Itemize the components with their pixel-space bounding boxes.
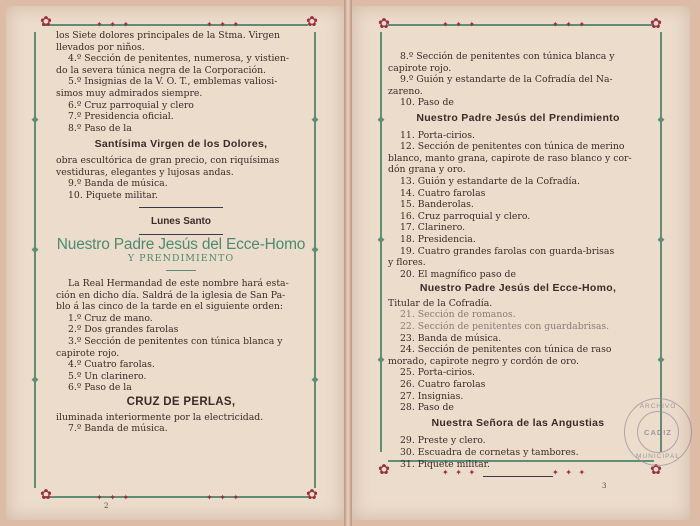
frame-top <box>388 24 654 26</box>
text-line: La Real Hermandad de este nombre hará esta- <box>68 278 289 290</box>
text-line: 27. Insignias. <box>400 390 464 402</box>
bottom-ornament: ✦ ✦ ✦ <box>442 468 478 477</box>
text-line: 17. Clarinero. <box>400 222 466 234</box>
side-ornament: ◆ <box>657 355 665 365</box>
flower-ornament: ✿ <box>40 14 52 30</box>
divider <box>483 476 553 477</box>
text-line: 10. Paso de <box>400 97 454 109</box>
text-line: blanco, manto grana, capirote de raso blanco y cor- <box>388 152 632 164</box>
frame-bottom <box>42 496 308 498</box>
text-line: simos muy admirados siempre. <box>56 87 203 99</box>
virgen-title: Santísima Virgen de los Dolores, <box>94 138 268 151</box>
bottom-ornament: ✦ ✦ ✦ <box>206 493 242 502</box>
text-line: 5.º Insignias de la V. O. T., emblemas valiosi- <box>68 76 278 88</box>
text-line: 21. Sección de romanos. <box>400 309 516 321</box>
text-line: capirote rojo. <box>56 347 120 359</box>
text-line: 26. Cuatro farolas <box>400 379 486 391</box>
side-ornament: ◆ <box>31 115 39 125</box>
left-page <box>6 6 344 520</box>
angustias-title: Nuestra Señora de las Angustias <box>431 416 605 429</box>
text-line: 19. Cuatro grandes farolas con guarda-brisas <box>400 245 615 257</box>
text-line: 5.º Un clarinero. <box>68 370 147 382</box>
flower-ornament: ✿ <box>378 16 390 32</box>
text-line: 12. Sección de penitentes con túnica de merino <box>400 141 625 153</box>
text-line: 29. Preste y clero. <box>400 435 486 447</box>
flower-ornament: ✿ <box>306 14 318 30</box>
bottom-ornament: ✦ ✦ ✦ <box>552 468 588 477</box>
text-line: capirote rojo. <box>388 62 452 74</box>
cruz-title: CRUZ DE PERLAS, <box>126 396 236 409</box>
text-line: 25. Porta-cirios. <box>400 367 476 379</box>
side-ornament: ◆ <box>377 235 385 245</box>
top-ornament: ✦ ✦ ✦ <box>206 20 242 29</box>
right-page-text <box>388 51 648 481</box>
side-ornament: ◆ <box>657 235 665 245</box>
frame-right <box>314 32 316 488</box>
text-line: 20. El magnífico paso de <box>400 268 516 280</box>
text-line: 28. Paso de <box>400 402 454 414</box>
frame-left <box>34 32 36 488</box>
divider <box>139 207 223 208</box>
text-line: 22. Sección de penitentes con guardabrisas. <box>400 321 610 333</box>
side-ornament: ◆ <box>31 375 39 385</box>
text-line: 9.º Banda de música. <box>68 178 168 190</box>
text-line: 3.º Sección de penitentes con túnica blanca y <box>68 336 283 348</box>
side-ornament: ◆ <box>311 245 319 255</box>
text-line: 30. Escuadra de cornetas y tambores. <box>400 447 579 458</box>
text-line: 13. Guión y estandarte de la Cofradía. <box>400 175 580 187</box>
text-line: 8.º Sección de penitentes con túnica blanca y <box>400 51 615 62</box>
divider <box>139 234 223 235</box>
side-ornament: ◆ <box>377 115 385 125</box>
frame-top <box>42 24 308 26</box>
text-line: ción en dicho día. Saldrá de la iglesia de San Pa- <box>56 289 286 301</box>
side-ornament: ◆ <box>311 375 319 385</box>
text-line: 18. Presidencia. <box>400 233 476 245</box>
top-ornament: ✦ ✦ ✦ <box>96 20 132 29</box>
text-line: 9.º Guión y estandarte de la Cofradía del Na- <box>400 74 613 86</box>
archive-stamp <box>624 398 692 466</box>
section-title: Lunes Santo <box>150 216 211 228</box>
text-line: 7.º Banda de música. <box>68 423 168 435</box>
text-line: llevados por niños. <box>56 41 145 53</box>
text-line: 23. Banda de música. <box>400 332 502 344</box>
text-line: 2.º Dos grandes farolas <box>68 324 179 336</box>
text-line: 8.º Paso de la <box>68 122 132 134</box>
text-line: 1.º Cruz de mano. <box>68 312 153 324</box>
text-line: 15. Banderolas. <box>400 199 474 211</box>
prendimiento-subtitle: Y PRENDIMIENTO <box>127 252 235 264</box>
top-ornament: ✦ ✦ ✦ <box>442 20 478 29</box>
side-ornament: ◆ <box>377 355 385 365</box>
flower-ornament: ✿ <box>306 487 318 503</box>
text-line: dón grana y oro. <box>388 164 466 176</box>
text-line: 31. Piquete militar. <box>400 458 490 470</box>
divider <box>166 270 196 271</box>
stamp-bottom-text: MUNICIPAL <box>636 453 680 460</box>
text-line: iluminada interiormente por la electricidad. <box>56 411 264 423</box>
text-line: 6.º Paso de la <box>68 382 132 394</box>
text-line: morado, capirote negro y cordón de oro. <box>388 355 579 367</box>
left-page-text <box>56 30 306 435</box>
side-ornament: ◆ <box>311 115 319 125</box>
side-ornament: ◆ <box>31 245 39 255</box>
text-line: zareno. <box>388 85 423 97</box>
side-ornament: ◆ <box>657 115 665 125</box>
text-line: 16. Cruz parroquial y clero. <box>400 210 531 222</box>
text-line: blo á las cinco de la tarde en el siguiente orden: <box>56 301 283 313</box>
text-line: obra escultórica de gran precio, con riquísimas <box>56 154 280 166</box>
stamp-top-text: ARCHIVO <box>639 403 677 410</box>
top-ornament: ✦ ✦ ✦ <box>552 20 588 29</box>
text-line: 6.º Cruz parroquial y clero <box>68 99 194 111</box>
text-line: 4.º Cuatro farolas. <box>68 359 155 371</box>
text-line: 4.º Sección de penitentes, numerosa, y vistien- <box>68 53 290 65</box>
text-line: do la severa túnica negra de la Corporación. <box>56 64 267 76</box>
prendimiento-title: Nuestro Padre Jesús del Prendimiento <box>416 111 620 124</box>
text-line: y flores. <box>388 257 426 269</box>
stamp-middle-text: CADIZ <box>644 428 672 437</box>
flower-ornament: ✿ <box>650 462 662 478</box>
ecce-homo-title: Nuestro Padre Jesús del Ecce-Homo, <box>419 282 617 295</box>
text-line: 11. Porta-cirios. <box>400 129 476 141</box>
text-line: 10. Piquete militar. <box>68 189 158 201</box>
text-line: Titular de la Cofradía. <box>388 297 493 309</box>
book-spine <box>344 0 352 526</box>
text-line: vestiduras, elegantes y lujosas andas. <box>56 166 234 178</box>
page-number: 2 <box>104 502 109 510</box>
bottom-ornament: ✦ ✦ ✦ <box>96 493 132 502</box>
flower-ornament: ✿ <box>40 487 52 503</box>
page-number: 3 <box>602 482 607 490</box>
flower-ornament: ✿ <box>650 16 662 32</box>
text-line: los Siete dolores principales de la Stma. Virgen <box>56 30 281 41</box>
text-line: 14. Cuatro farolas <box>400 187 486 199</box>
ecce-homo-heading: Nuestro Padre Jesús del Ecce-Homo <box>56 235 306 253</box>
flower-ornament: ✿ <box>378 462 390 478</box>
text-line: 24. Sección de penitentes con túnica de raso <box>400 344 612 356</box>
text-line: 7.º Presidencia oficial. <box>68 111 174 123</box>
